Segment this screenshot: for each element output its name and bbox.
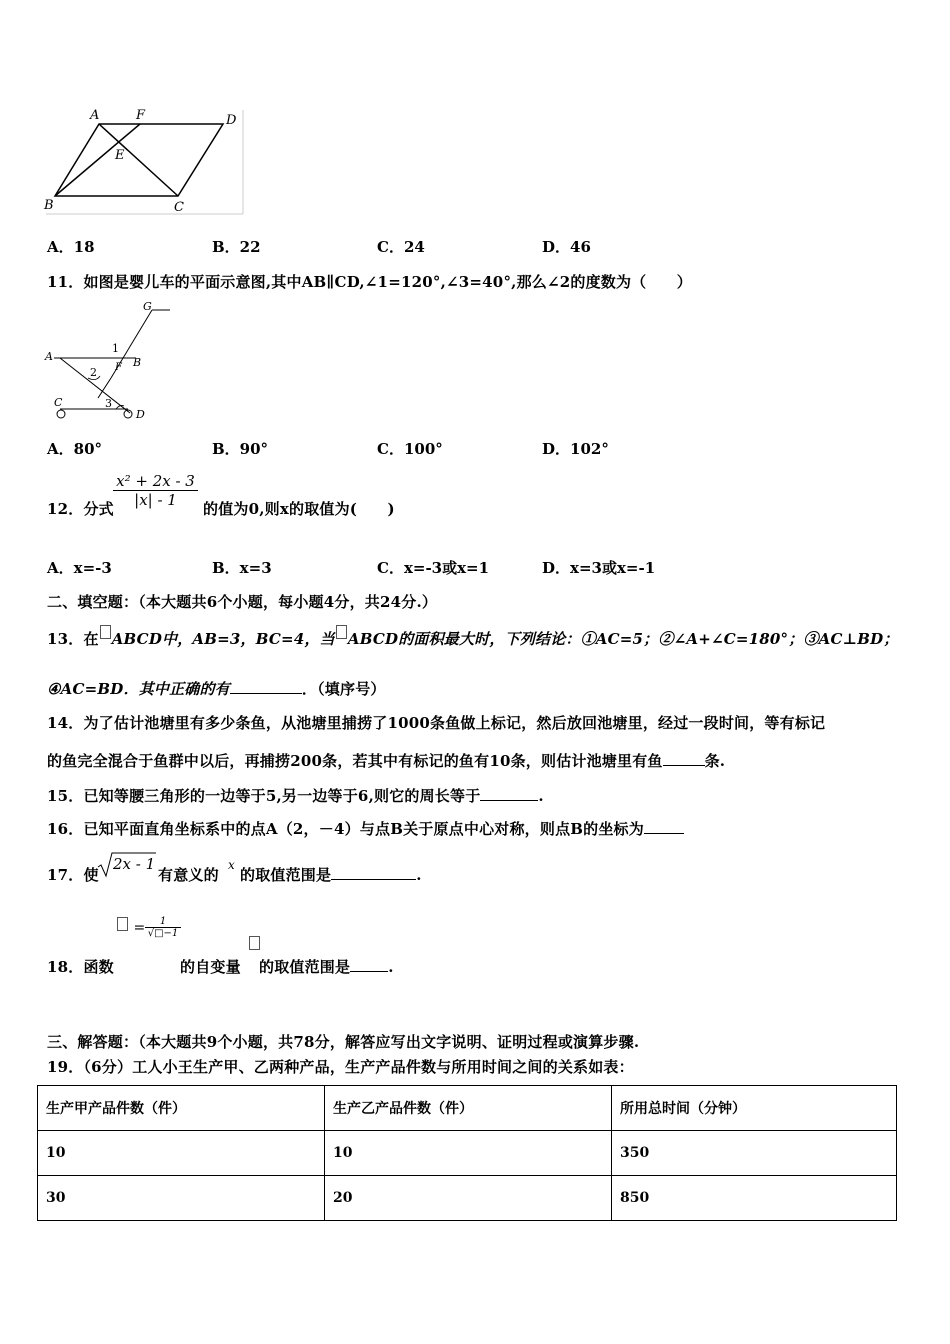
q18-fraction-den: √□−1 [147,928,179,939]
q14-line2a: 的鱼完全混合于鱼群中以后，再捕捞200条，若其中有标记的鱼有10条，则估计池塘里有鱼 [47,752,663,770]
q13-line1 [47,628,899,649]
q11-label-A: A [45,350,53,363]
q14-answer-blank[interactable] [663,751,705,766]
q13-line2b: ．（填序号） [301,680,386,698]
q14-line1: 14．为了估计池塘里有多少条鱼，从池塘里捕捞了1000条鱼做上标记，然后放回池塘里，经过一段时间，等有标记 [47,714,826,732]
q11-label-1: 1 [112,342,119,355]
q13-part1: 13．在 [47,630,99,648]
table-cell: 10 [38,1131,325,1176]
x-symbol-icon [249,936,260,950]
section-2-heading: 二、填空题：（本大题共6个小题，每小题4分，共24分.） [47,593,438,611]
q17-mid: 有意义的 [158,866,219,884]
q11-wheel-left [57,410,65,418]
q14-line2 [47,750,725,771]
q19-stem: 19．（6分）工人小王生产甲、乙两种产品，生产产品件数与所用时间之间的关系如表： [47,1058,634,1076]
parallelogram-symbol-icon [100,625,111,639]
q10-option-c: C．24 [377,238,425,256]
q16-line [47,818,684,839]
q18-answer-blank[interactable] [350,957,388,972]
q17-end: . [416,866,422,884]
q11-stem: 11．如图是婴儿车的平面示意图,其中AB∥CD,∠1=120°,∠3=40°,那么∠2的度数为（ ） [47,273,692,291]
q10-label-A: A [90,108,100,123]
q11-label-3: 3 [105,397,112,410]
q12-option-c: C．x=-3或x=1 [377,559,490,577]
q10-label-C: C [174,200,184,215]
q12-option-b: B．x=3 [212,559,272,577]
q13-line2 [47,678,386,699]
q15-end: . [538,787,544,805]
q12-option-d: D．x=3或x=-1 [542,559,656,577]
table-cell: 850 [612,1176,897,1221]
q11-line-F-down [98,378,111,398]
q13-part3: ABCD的面积最大时，下列结论：①AC=5；②∠A+∠C=180°；③AC⊥BD； [347,630,899,648]
q12-prefix: 12．分式 [47,500,114,518]
q14-line2b: 条. [704,752,726,770]
section-3-heading: 三、解答题：（本大题共9个小题，共78分，解答应写出文字说明、证明过程或演算步骤. [47,1033,640,1051]
q11-label-2: 2 [90,366,97,379]
q11-option-b: B．90° [212,440,269,458]
q11-stroller-figure [40,298,180,426]
table-cell: 30 [38,1176,325,1221]
q18-suffix: 的取值范围是 [259,958,351,976]
q12-denominator: |x| - 1 [134,491,177,509]
q11-label-F: F [115,362,122,373]
table-row [38,1131,897,1176]
q16-answer-blank[interactable] [644,819,684,834]
q17-radicand: 2x - 1 [113,855,156,873]
q10-option-d: D．46 [542,238,591,256]
q17-var: x [228,858,235,872]
q18-mid: 的自变量 [180,958,241,976]
q13-answer-blank[interactable] [230,679,302,694]
q18-suffix-line [259,956,394,977]
q18-formula [116,920,145,936]
parallelogram-symbol-icon [336,625,347,639]
q11-label-G: G [143,300,152,313]
q11-option-c: C．100° [377,440,443,458]
q11-label-B: B [133,356,142,369]
table-header-cell: 生产甲产品件数（件） [38,1086,325,1131]
q10-label-D: D [226,113,237,128]
q11-option-a: A．80° [47,440,103,458]
y-symbol-icon [117,917,128,931]
q13-part2: ABCD中，AB=3，BC=4，当 [111,630,335,648]
q12-fraction [113,472,198,509]
q17-prefix: 17．使 [47,866,99,884]
q18-fraction-num: 1 [159,916,167,927]
table-header-row [38,1086,897,1131]
q16-text: 16．已知平面直角坐标系中的点A（2，－4）与点B关于原点中心对称，则点B的坐标为 [47,820,644,838]
q13-line2a: ④AC=BD．其中正确的有 [47,680,230,698]
q18-equals: = [133,920,146,936]
q18-end: . [388,958,394,976]
q18-prefix: 18．函数 [47,958,114,976]
q12-suffix: 的值为0,则x的取值为( ) [203,500,395,518]
q17-answer-blank[interactable] [331,865,416,880]
q12-numerator: x² + 2x - 3 [116,472,195,490]
q10-label-B: B [44,198,54,213]
q10-parallelogram-figure [40,102,250,217]
q10-option-b: B．22 [212,238,261,256]
q15-text: 15．已知等腰三角形的一边等于5,另一边等于6,则它的周长等于 [47,787,481,805]
table-cell: 20 [325,1176,612,1221]
table-cell: 350 [612,1131,897,1176]
q11-label-D: D [136,408,145,421]
table-header-cell: 所用总时间（分钟） [612,1086,897,1131]
q18-fraction [145,916,181,939]
q11-label-C: C [54,396,63,409]
q19-table [37,1085,897,1221]
q17-suffix-line [240,864,422,885]
q15-line [47,785,544,806]
q17-suffix: 的取值范围是 [240,866,332,884]
q11-option-d: D．102° [542,440,609,458]
q15-answer-blank[interactable] [480,786,538,801]
table-header-cell: 生产乙产品件数（件） [325,1086,612,1131]
q10-label-E: E [115,148,125,163]
table-cell: 10 [325,1131,612,1176]
q12-option-a: A．x=-3 [47,559,112,577]
q10-label-F: F [136,108,146,123]
q10-option-a: A．18 [47,238,95,256]
table-row [38,1176,897,1221]
